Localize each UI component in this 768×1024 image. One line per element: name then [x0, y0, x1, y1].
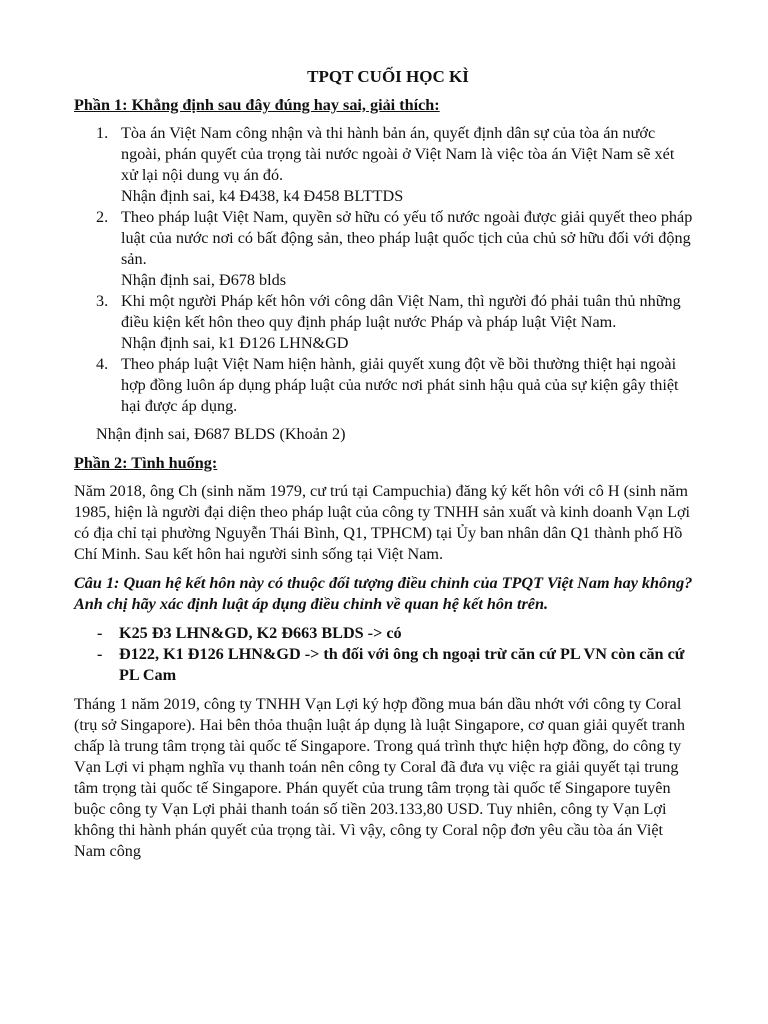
answer-text: K25 Đ3 LHN&GD, K2 Đ663 BLDS -> có	[119, 624, 402, 642]
question-1: Câu 1: Quan hệ kết hôn này có thuộc đối tượng điều chỉnh của TPQT Việt Nam hay không? Anh chị hãy xác định luật áp dụng điều chỉnh về quan hệ kết hôn trên.	[74, 574, 693, 613]
answer-item	[74, 623, 694, 644]
answer-text: Đ122, K1 Đ126 LHN&GD -> th đối với ông ch ngoại trừ căn cứ PL VN còn căn cứ PL Cam	[119, 645, 685, 684]
statement-number: 4.	[96, 355, 109, 373]
statement-text: Khi một người Pháp kết hôn với công dân Việt Nam, thì người đó phải tuân thủ những điều kiện kết hôn theo quy định pháp luật nước Pháp và pháp luật Việt Nam.	[121, 292, 681, 331]
dash-bullet: -	[97, 624, 103, 642]
statement-item	[74, 354, 694, 417]
part2-heading: Phần 2: Tình huống:	[74, 454, 218, 472]
statement-number: 2.	[96, 208, 109, 226]
answer-item	[74, 644, 694, 686]
document-title: TPQT CUỐI HỌC KÌ	[307, 67, 469, 86]
statement-item	[74, 123, 694, 207]
situation-2-paragraph: Tháng 1 năm 2019, công ty TNHH Vạn Lợi ký hợp đồng mua bán dầu nhớt với công ty Coral (trụ sở Singapore). Hai bên thỏa thuận luật áp dụng là luật Singapore, cơ quan giải quyết tranh chấp là trung tâm trọng tài quốc tế Singapore. Trong quá trình thực hiện hợp đồng, do công ty Vạn Lợi vi phạm nghĩa vụ thanh toán nên công ty Coral đã đưa vụ việc ra giải quyết tại trung tâm trọng tài quốc tế Singapore. Phán quyết của trung tâm trọng tài quốc tế Singapore tuyên buộc công ty Vạn Lợi phải thanh toán số tiền 203.133,80 USD. Tuy nhiên, công ty Vạn Lợi không thi hành phán quyết của trọng tài. Vì vậy, công ty Coral nộp đơn yêu cầu tòa án Việt Nam công	[74, 695, 685, 860]
statement-answer: Nhận định sai, Đ678 blds	[121, 271, 287, 289]
statement-list	[74, 123, 694, 417]
statement-text: Tòa án Việt Nam công nhận và thi hành bản án, quyết định dân sự của tòa án nước ngoài, phán quyết của trọng tài nước ngoài ở Việt Nam là việc tòa án Việt Nam sẽ xét xử lại nội dung vụ án đó.	[121, 124, 675, 184]
document-page	[74, 66, 694, 870]
statement-text: Theo pháp luật Việt Nam hiện hành, giải quyết xung đột về bồi thường thiệt hại ngoài hợp đồng luôn áp dụng pháp luật của nước nơi phát sinh hậu quả của sự kiện gây thiệt hại được áp dụng.	[121, 355, 679, 415]
statement-text: Theo pháp luật Việt Nam, quyền sở hữu có yếu tố nước ngoài được giải quyết theo pháp luật của nước nơi có bất động sản, theo pháp luật quốc tịch của chủ sở hữu đối với động sản.	[121, 208, 693, 268]
statement-item	[74, 291, 694, 354]
statement-answer: Nhận định sai, k4 Đ438, k4 Đ458 BLTTDS	[121, 187, 404, 205]
situation-paragraph: Năm 2018, ông Ch (sinh năm 1979, cư trú tại Campuchia) đăng ký kết hôn với cô H (sinh năm 1985, hiện là người đại diện theo pháp luật của công ty TNHH sản xuất và kinh doanh Vạn Lợi có địa chỉ tại phường Nguyễn Thái Bình, Q1, TPHCM) tại Ủy ban nhân dân Q1 thành phố Hồ Chí Minh. Sau kết hôn hai người sinh sống tại Việt Nam.	[74, 482, 691, 563]
part1-heading: Phần 1: Khẳng định sau đây đúng hay sai, giải thích:	[74, 96, 440, 114]
statement-item	[74, 207, 694, 291]
statement-number: 1.	[96, 124, 109, 142]
statement-4-answer: Nhận định sai, Đ687 BLDS (Khoản 2)	[96, 425, 346, 443]
statement-number: 3.	[96, 292, 109, 310]
answer-list	[74, 623, 694, 686]
statement-answer: Nhận định sai, k1 Đ126 LHN&GD	[121, 334, 349, 352]
dash-bullet: -	[97, 645, 103, 663]
